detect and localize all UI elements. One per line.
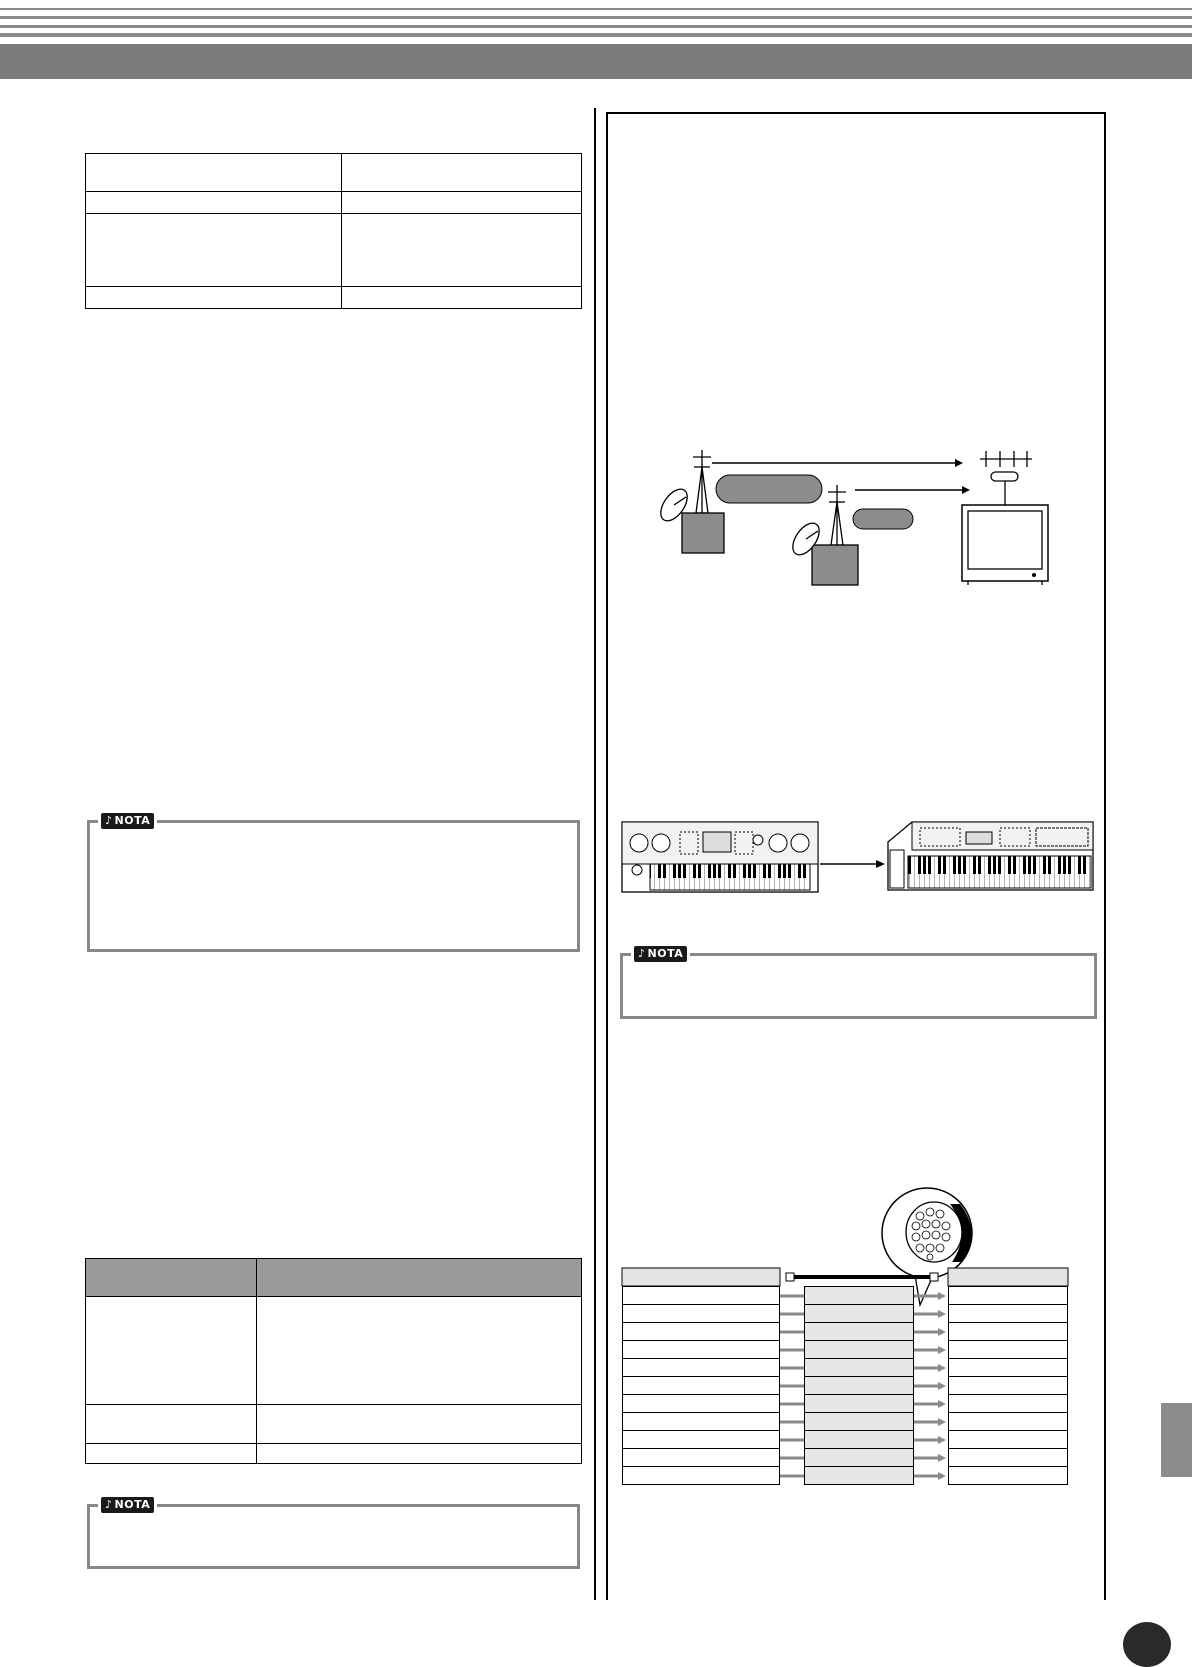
nota-badge: ♪ NOTA <box>101 813 154 829</box>
table-cell <box>342 192 582 214</box>
header-bar <box>0 44 1192 79</box>
station-building <box>682 513 724 553</box>
table-header-cell <box>86 1259 257 1297</box>
music-note-icon: ♪ <box>105 814 113 827</box>
music-note-icon: ♪ <box>638 947 646 960</box>
nota-badge: ♪ NOTA <box>101 1497 154 1513</box>
antenna-tower-icon <box>828 485 846 545</box>
channel-table <box>620 1286 1070 1484</box>
table-cell <box>257 1297 582 1405</box>
keyboard-connection-illustration <box>620 820 1095 895</box>
table-cell <box>257 1444 582 1464</box>
table-header-cell <box>257 1259 582 1297</box>
table-cell <box>86 287 342 309</box>
station-building <box>812 545 858 585</box>
nota-badge: ♪ NOTA <box>634 946 687 962</box>
column-divider <box>594 108 596 1600</box>
table-cell <box>86 1297 257 1405</box>
music-note-icon: ♪ <box>105 1498 113 1511</box>
spec-table-bottom <box>85 1258 582 1464</box>
page-header <box>0 0 1192 80</box>
channel-arrow <box>620 1377 1070 1395</box>
tv-antenna-icon <box>980 451 1032 505</box>
channel-arrow <box>620 1323 1070 1341</box>
channel-arrow <box>620 1467 1070 1485</box>
table-cell <box>86 1405 257 1444</box>
channel-arrow <box>620 1341 1070 1359</box>
signal-label-pill <box>716 475 822 503</box>
arranger-keyboard-icon <box>622 822 818 892</box>
section-tab <box>1161 1403 1192 1477</box>
broadcast-illustration <box>650 445 1070 590</box>
channel-arrow <box>620 1395 1070 1413</box>
table-cell <box>342 214 582 287</box>
table-cell <box>342 154 582 192</box>
channel-arrow <box>620 1359 1070 1377</box>
channel-arrow <box>620 1431 1070 1449</box>
signal-label-pill <box>853 509 913 529</box>
antenna-tower-icon <box>693 450 711 513</box>
channel-arrow <box>620 1305 1070 1323</box>
nota-box <box>87 814 580 952</box>
channel-arrow <box>620 1449 1070 1467</box>
table-cell <box>86 192 342 214</box>
table-cell <box>86 1444 257 1464</box>
table-cell <box>86 154 342 192</box>
channel-arrow <box>620 1287 1070 1305</box>
nota-box <box>620 947 1097 1019</box>
channel-arrow <box>620 1413 1070 1431</box>
table-cell <box>86 214 342 287</box>
synthesizer-keyboard-icon <box>888 822 1093 890</box>
page-number-badge <box>1123 1622 1171 1667</box>
tv-icon <box>962 505 1048 585</box>
nota-box <box>87 1498 580 1569</box>
table-cell <box>257 1405 582 1444</box>
spec-table-top <box>85 153 582 309</box>
table-cell <box>342 287 582 309</box>
